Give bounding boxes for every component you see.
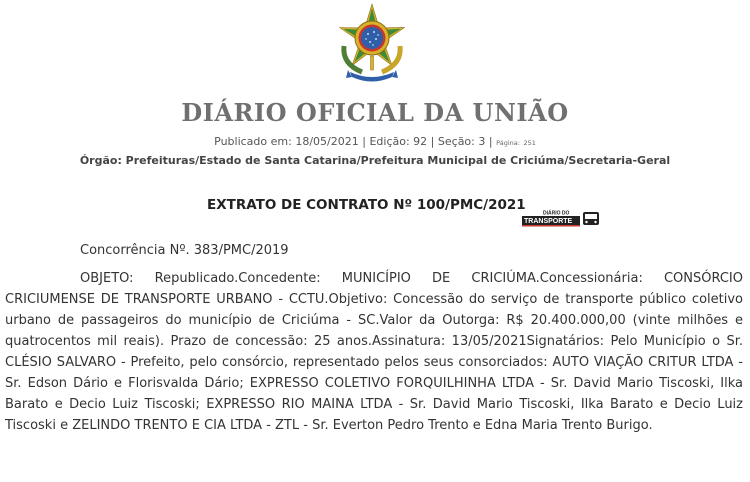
diario-do-transporte-logo [522, 208, 600, 227]
separator: | [430, 135, 435, 148]
publication-info [0, 135, 750, 148]
page-label: Página: [496, 139, 520, 147]
separator: | [488, 135, 493, 148]
logo-line2: TRANSPORTE [524, 218, 573, 225]
published-label: Publicado em: [214, 135, 292, 148]
edition-number: 92 [413, 135, 428, 148]
orgao-line: Órgão: Prefeituras/Estado de Santa Catarina/Prefeitura Municipal de Criciúma/Secretaria-Geral [79, 154, 671, 167]
section-number: 3 [478, 135, 486, 148]
section-label: Seção: [437, 135, 475, 148]
separator: | [362, 135, 366, 148]
page-title: DIÁRIO OFICIAL DA UNIÃO [181, 98, 569, 127]
brazil-coat-of-arms-icon [332, 2, 412, 82]
body-paragraph: OBJETO: Republicado.Concedente: MUNICÍPIO DE CRICIÚMA.Concessionária: CONSÓRCIO CRICIUMENSE DE TRANSPORTE URBANO - CCTU.Objetivo: Concessão do serviço de transporte público coletivo urbano de passageiros do município de Criciúma - SC.Valor da Outorga: R$ 20.400.000,00 (vinte milhões e quatrocentos mil reais). Prazo de concessão: 25 anos.Assinatura: 13/05/2021Signatários: Pelo Município o Sr. CLÉSIO SALVARO - Prefeito, pelo consórcio, representado pelos seus consorciados: AUTO VIAÇÃO CRITUR LTDA - Sr. Edson Dário e Florisvalda Dário; EXPRESSO COLETIVO FORQUILHINHA LTDA - Sr. David Mario Tiscoski, Ilka Barato e Decio Luiz Tiscoski; EXPRESSO RIO MAINA LTDA - Sr. David Mario Tiscoski, Ilka Barato e Decio Luiz Tiscoski e ZELINDO TRENTO E CIA LTDA - ZTL - Sr. Everton Pedro Trento e Edna Maria Trento Burigo. [5, 271, 743, 433]
bus-icon [583, 212, 599, 225]
concorrencia-line: Concorrência Nº. 383/PMC/2019 [80, 243, 289, 258]
published-date: 18/05/2021 [295, 135, 359, 148]
logo-line1: DIÁRIO DO [543, 210, 570, 217]
page-number: 251 [523, 139, 536, 147]
edition-label: Edição: [369, 135, 410, 148]
document-heading: EXTRATO DE CONTRATO Nº 100/PMC/2021 [207, 197, 526, 213]
